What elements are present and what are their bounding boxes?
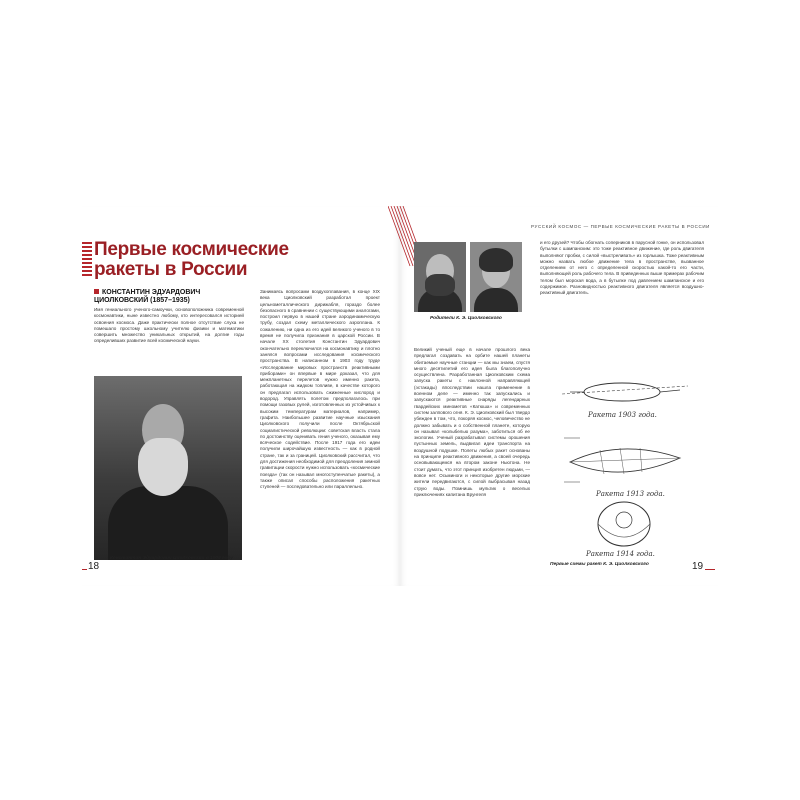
running-header: РУССКИЙ КОСМОС — ПЕРВЫЕ КОСМИЧЕСКИЕ РАКЕТЫ В РОССИИ bbox=[531, 224, 710, 229]
sketches-caption: Первые схемы ракет К. Э. Циолковского bbox=[550, 562, 649, 567]
right-col1-text: Великий ученый еще в начале прошлого века предлагал создавать на орбите нашей планеты обитаемые научные станции — как мы знаем, спустя много десятилетий его идея была благополучно осуществлена. Разработанная Циолковским схема запуска ракеты с наклонной направляющей (эстакады) впоследствии нашла применение в военном деле — именно так запускались и запускаются реактивные снаряды легендарных гвардейских минометов «Катюша» и современных систем залпового огня. К. Э. Циолковский был твердо убежден в том, что, покоряя космос, человечество не должно забывать и о собственной планете, которую он называл «колыбелью разума», заботиться об ее экологии. Ученый разрабатывал системы орошения пустынных земель, выдвигал идеи транспорта на воздушной подушке. Полеты любых ракет основаны на принципе реактивного движения, а своей очередь основывающемся на втором законе Ньютона. Не стоит думать, что этот принцип изобретен людьми, — вовсе нет. Осьминоги и некоторые другие морские жители передвигаются, с силой выбрасывая назад струю воды. Помнишь мультик о веселых приключениях капитана Врунгеля bbox=[414, 347, 530, 497]
photo-coat bbox=[108, 486, 228, 560]
page-number-rule-right bbox=[705, 569, 715, 570]
title-accent-bar bbox=[82, 242, 92, 280]
section-subhead bbox=[94, 289, 244, 305]
rocket-sketch-1914 bbox=[560, 498, 690, 556]
page-number-right: 19 bbox=[692, 561, 704, 572]
page-number-rule-left bbox=[82, 569, 87, 570]
father-portrait bbox=[414, 242, 466, 312]
left-col1-text: Имя гениального ученого-самоучки, основоположника современной космонавтики, ныне известно любому, кто интересовался историей освоения космоса. Даже практически полное отсутствие слуха не помешало простому школьному учителю физики и математики совершить множество уникальных открытий, на долгие годы определивших развитие всей космической науки. bbox=[94, 307, 244, 344]
subhead-marker-icon bbox=[94, 289, 99, 294]
father-beard bbox=[425, 274, 455, 296]
rocket-label-1913: Ракета 1913 года. bbox=[596, 490, 665, 498]
left-page bbox=[82, 206, 400, 586]
mother-portrait bbox=[470, 242, 522, 312]
parents-caption: Родители К. Э. Циолковского bbox=[430, 316, 502, 321]
tsiolkovsky-photo bbox=[94, 376, 242, 560]
right-page bbox=[400, 206, 718, 586]
mother-hair bbox=[479, 248, 513, 272]
mother-body bbox=[474, 288, 518, 312]
book-spread bbox=[82, 206, 718, 586]
rocket-label-1903: Ракета 1903 года. bbox=[588, 411, 657, 419]
photo-beard bbox=[138, 438, 188, 496]
photo-caption: Константин Эдуардович Циолковский в 1909 году bbox=[110, 556, 234, 561]
page-number-left: 18 bbox=[88, 561, 100, 572]
rocket-sketch-1913 bbox=[560, 428, 690, 494]
left-col2-text: Занимаясь вопросами воздухоплавания, в конце XIX века Циолковский разработал проект цельнометаллического дирижабля, гораздо более безопасного в сравнении с существующими аналогами, построил первую в нашей стране аэродинамическую трубу, создал схему металлического аэроплана. К сожалению, ни одна из его идей великого ученого в то время не получила признания в царской России. В начале XX столетия Константин Эдуардович окончательно переключился на космонавтику и плотно занялся вопросами исследования космического пространства. В написанном в 1903 году труде «Исследование мировых пространств реактивными приборами» он впервые в мире доказал, что для межпланетных перелетов нужно именно ракета, работающая на жидком топливе, в качестве которого он предлагал использовать сжиженные кислород и водород. Управлять полетом предполагалось при помощи газовых рулей, изготовленных из устойчивых к высоким температурам материалов, например, графита. Наибольшее развитие научные изыскания Циолковского получили после Октябрьской социалистической революции: советская власть стала по достоинству оценивать гения ученого, оказывая ему всяческое содействие. После 1917 года его идеи получили широчайшую известность — как в родной стране, так и за границей. Циолковский рассчитал, что для достижения необходимой для преодоления земной гравитации скорости нужно использовать «космические поезда» (так он называл многоступенчатые ракеты), а также описал способы расположения ракетных ступеней — последовательно или параллельно. bbox=[260, 289, 380, 490]
rocket-label-1914: Ракета 1914 года. bbox=[586, 550, 655, 558]
page-title: Первые космические ракеты в России bbox=[94, 239, 289, 280]
subhead-text: КОНСТАНТИН ЭДУАРДОВИЧ ЦИОЛКОВСКИЙ (1857–1935) bbox=[94, 289, 201, 304]
right-col2-text: и его друзей? Чтобы обогнать соперников в парусной гонке, он использовал бутылки с шампанским: это тоже реактивное движение, где роль двигателя выполняют пробки, с силой «выстреливать» из горлышка. Тоже реактивным можно назвать любое движение тела в пространстве, вызванное отделением от него с определенной скоростью какой-то его части, выполняющей роль рабочего тела. В приведенных выше примерах рабочим телом был морская вода, а в бутылке под давлением шампанское и его содержимое. Разновидностью реактивного двигателя является воздушно-реактивный двигатель. bbox=[540, 240, 704, 296]
